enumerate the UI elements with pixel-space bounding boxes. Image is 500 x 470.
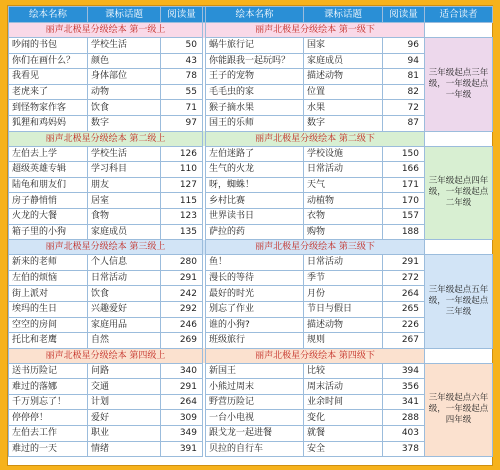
book-title: 猴子摘水果 [206, 100, 304, 116]
header-reading-right: 阅读量 [383, 7, 425, 23]
book-title: 房子静悄悄 [9, 193, 88, 209]
topic-cell: 个人信息 [88, 255, 161, 271]
reading-count: 309 [161, 410, 203, 426]
book-title: 难过的一天 [9, 441, 88, 457]
topic-cell: 安全 [304, 441, 383, 457]
reading-count: 94 [383, 53, 425, 69]
reading-count: 272 [383, 270, 425, 286]
reading-count: 356 [383, 379, 425, 395]
topic-cell: 就餐 [304, 426, 383, 442]
level-title-row [9, 131, 493, 146]
topic-cell: 日常活动 [88, 270, 161, 286]
book-title: 你们在画什么？ [9, 53, 88, 69]
book-title: 左伯去工作 [9, 426, 88, 442]
book-list-table [8, 6, 493, 457]
topic-cell: 问路 [88, 363, 161, 379]
level-title-left: 丽声北极星分级绘本 第四级上 [9, 348, 203, 363]
topic-cell: 国家 [304, 38, 383, 54]
topic-cell: 学校生活 [88, 146, 161, 162]
reading-count: 96 [383, 38, 425, 54]
book-title: 新国王 [206, 363, 304, 379]
level-title-row [9, 23, 493, 38]
topic-cell: 学习科目 [88, 162, 161, 178]
reading-count: 246 [161, 317, 203, 333]
book-title: 你能跟我一起玩吗？ [206, 53, 304, 69]
reading-count: 115 [161, 193, 203, 209]
topic-cell: 月份 [304, 286, 383, 302]
reading-count: 71 [161, 100, 203, 116]
book-title: 新来的老师 [9, 255, 88, 271]
level-title-right: 丽声北极星分级绘本 第一级下 [206, 23, 425, 38]
reading-count: 291 [161, 270, 203, 286]
book-title: 蜗牛旅行记 [206, 38, 304, 54]
topic-cell: 家庭成员 [304, 53, 383, 69]
table-row [9, 193, 493, 209]
book-title: 埃玛的生日 [9, 301, 88, 317]
book-title: 到怪物家作客 [9, 100, 88, 116]
book-title: 托比和老鹰 [9, 333, 88, 349]
reading-count: 166 [383, 162, 425, 178]
book-title: 最好的时光 [206, 286, 304, 302]
topic-cell: 身体部位 [88, 69, 161, 85]
table-row [9, 363, 493, 379]
reading-count: 394 [383, 363, 425, 379]
table-row [9, 224, 493, 240]
reading-count: 78 [161, 69, 203, 85]
book-title: 老虎来了 [9, 84, 88, 100]
table-row [9, 410, 493, 426]
table-row [9, 53, 493, 69]
book-title: 一台小电视 [206, 410, 304, 426]
reading-count: 82 [383, 84, 425, 100]
reading-count: 72 [383, 100, 425, 116]
table-row [9, 270, 493, 286]
book-title: 乡村比赛 [206, 193, 304, 209]
table-row [9, 426, 493, 442]
topic-cell: 购物 [304, 224, 383, 240]
book-title: 班级旅行 [206, 333, 304, 349]
table-row [9, 162, 493, 178]
book-title: 别忘了作业 [206, 301, 304, 317]
reading-count: 126 [161, 146, 203, 162]
book-title: 国王的乐师 [206, 115, 304, 131]
reading-count: 157 [383, 208, 425, 224]
reader-cell: 三年级起点四年级，一年级起点二年级 [425, 146, 493, 240]
book-title: 停停停！ [9, 410, 88, 426]
reading-count: 265 [383, 301, 425, 317]
topic-cell: 自然 [88, 333, 161, 349]
book-title: 送书历险记 [9, 363, 88, 379]
reading-count: 264 [383, 286, 425, 302]
reading-count: 391 [161, 441, 203, 457]
header-book-name-right: 绘本名称 [206, 7, 304, 23]
table-row [9, 146, 493, 162]
topic-cell: 交通 [88, 379, 161, 395]
table-row [9, 115, 493, 131]
topic-cell: 变化 [304, 410, 383, 426]
level-title-right: 丽声北极星分级绘本 第二级下 [206, 131, 425, 146]
book-list-frame [7, 5, 493, 466]
reading-count: 50 [161, 38, 203, 54]
topic-cell: 周末活动 [304, 379, 383, 395]
table-row [9, 84, 493, 100]
book-title: 王子的宠物 [206, 69, 304, 85]
table-row [9, 394, 493, 410]
reading-count: 171 [383, 177, 425, 193]
topic-cell: 兴趣爱好 [88, 301, 161, 317]
reading-count: 341 [383, 394, 425, 410]
topic-cell: 情绪 [88, 441, 161, 457]
reading-count: 150 [383, 146, 425, 162]
topic-cell: 数字 [88, 115, 161, 131]
table-row [9, 317, 493, 333]
book-title: 鱼！ [206, 255, 304, 271]
topic-cell: 颜色 [88, 53, 161, 69]
reading-count: 127 [161, 177, 203, 193]
header-reader: 适合读者 [425, 7, 493, 23]
reading-count: 403 [383, 426, 425, 442]
reading-count: 291 [383, 255, 425, 271]
reading-count: 81 [383, 69, 425, 85]
level-title-right: 丽声北极星分级绘本 第四级下 [206, 348, 425, 363]
reading-count: 170 [383, 193, 425, 209]
reading-count: 340 [161, 363, 203, 379]
topic-cell: 食物 [88, 208, 161, 224]
header-topic-left: 课标话题 [88, 7, 161, 23]
topic-cell: 比较 [304, 363, 383, 379]
level-title-right: 丽声北极星分级绘本 第三级下 [206, 240, 425, 255]
topic-cell: 天气 [304, 177, 383, 193]
reading-count: 43 [161, 53, 203, 69]
reading-count: 123 [161, 208, 203, 224]
level-title-left: 丽声北极星分级绘本 第二级上 [9, 131, 203, 146]
table-row [9, 100, 493, 116]
reader-cell: 三年级起点三年级，一年级起点一年级 [425, 38, 493, 132]
book-title: 吵闹的书包 [9, 38, 88, 54]
topic-cell: 学校设施 [304, 146, 383, 162]
table-row [9, 301, 493, 317]
reading-count: 242 [161, 286, 203, 302]
book-title: 世界读书日 [206, 208, 304, 224]
topic-cell: 数字 [304, 115, 383, 131]
reading-count: 55 [161, 84, 203, 100]
book-title: 野营历险记 [206, 394, 304, 410]
reading-count: 110 [161, 162, 203, 178]
reading-count: 267 [383, 333, 425, 349]
book-title: 难过的落娜 [9, 379, 88, 395]
book-title: 街上派对 [9, 286, 88, 302]
book-title: 箱子里的小狗 [9, 224, 88, 240]
topic-cell: 职业 [88, 426, 161, 442]
header-row [9, 7, 493, 23]
book-title: 呀，蜘蛛！ [206, 177, 304, 193]
book-title: 生气的火龙 [206, 162, 304, 178]
topic-cell: 衣物 [304, 208, 383, 224]
reading-count: 378 [383, 441, 425, 457]
book-title: 小熊过周末 [206, 379, 304, 395]
book-list-body [9, 23, 493, 457]
topic-cell: 描述动物 [304, 69, 383, 85]
table-row [9, 208, 493, 224]
book-title: 陆龟和朋友们 [9, 177, 88, 193]
table-row [9, 38, 493, 54]
reading-count: 97 [161, 115, 203, 131]
reader-cell: 三年级起点六年级，一年级起点四年级 [425, 363, 493, 457]
reading-count: 292 [161, 301, 203, 317]
reading-count: 226 [383, 317, 425, 333]
book-title: 火龙的大餐 [9, 208, 88, 224]
reading-count: 269 [161, 333, 203, 349]
table-row [9, 441, 493, 457]
book-title: 空空的房间 [9, 317, 88, 333]
table-row [9, 379, 493, 395]
level-title-left: 丽声北极星分级绘本 第一级上 [9, 23, 203, 38]
level-title-left: 丽声北极星分级绘本 第三级上 [9, 240, 203, 255]
topic-cell: 朋友 [88, 177, 161, 193]
topic-cell: 规则 [304, 333, 383, 349]
reading-count: 288 [383, 410, 425, 426]
reading-count: 87 [383, 115, 425, 131]
book-title: 超级英雄专辑 [9, 162, 88, 178]
topic-cell: 饮食 [88, 100, 161, 116]
topic-cell: 学校生活 [88, 38, 161, 54]
table-row [9, 255, 493, 271]
level-title-row [9, 240, 493, 255]
book-title: 漫长的等待 [206, 270, 304, 286]
header-book-name-left: 绘本名称 [9, 7, 88, 23]
reading-count: 188 [383, 224, 425, 240]
reading-count: 264 [161, 394, 203, 410]
book-title: 我看见 [9, 69, 88, 85]
topic-cell: 节日与假日 [304, 301, 383, 317]
topic-cell: 饮食 [88, 286, 161, 302]
book-title: 跟戈龙一起进餐 [206, 426, 304, 442]
reader-cell: 三年级起点五年级，一年级起点三年级 [425, 255, 493, 349]
topic-cell: 爱好 [88, 410, 161, 426]
topic-cell: 家庭用品 [88, 317, 161, 333]
topic-cell: 位置 [304, 84, 383, 100]
topic-cell: 日常活动 [304, 255, 383, 271]
book-title: 左伯的烦恼 [9, 270, 88, 286]
header-topic-right: 课标话题 [304, 7, 383, 23]
topic-cell: 业余时间 [304, 394, 383, 410]
book-title: 千万别忘了！ [9, 394, 88, 410]
header-reading-left: 阅读量 [161, 7, 203, 23]
topic-cell: 日常活动 [304, 162, 383, 178]
topic-cell: 动植物 [304, 193, 383, 209]
topic-cell: 动物 [88, 84, 161, 100]
topic-cell: 描述动物 [304, 317, 383, 333]
book-title: 毛毛虫的家 [206, 84, 304, 100]
reading-count: 280 [161, 255, 203, 271]
reading-count: 349 [161, 426, 203, 442]
book-title: 左伯迷路了 [206, 146, 304, 162]
topic-cell: 水果 [304, 100, 383, 116]
topic-cell: 家庭成员 [88, 224, 161, 240]
reading-count: 291 [161, 379, 203, 395]
book-title: 谁的小狗? [206, 317, 304, 333]
level-title-row [9, 348, 493, 363]
book-title: 萨拉的药 [206, 224, 304, 240]
table-row [9, 177, 493, 193]
table-row [9, 333, 493, 349]
topic-cell: 季节 [304, 270, 383, 286]
table-row [9, 286, 493, 302]
book-title: 狐狸和鸡妈妈 [9, 115, 88, 131]
topic-cell: 居室 [88, 193, 161, 209]
book-title: 左伯去上学 [9, 146, 88, 162]
table-row [9, 69, 493, 85]
book-title: 贝拉的自行车 [206, 441, 304, 457]
topic-cell: 计划 [88, 394, 161, 410]
reading-count: 135 [161, 224, 203, 240]
